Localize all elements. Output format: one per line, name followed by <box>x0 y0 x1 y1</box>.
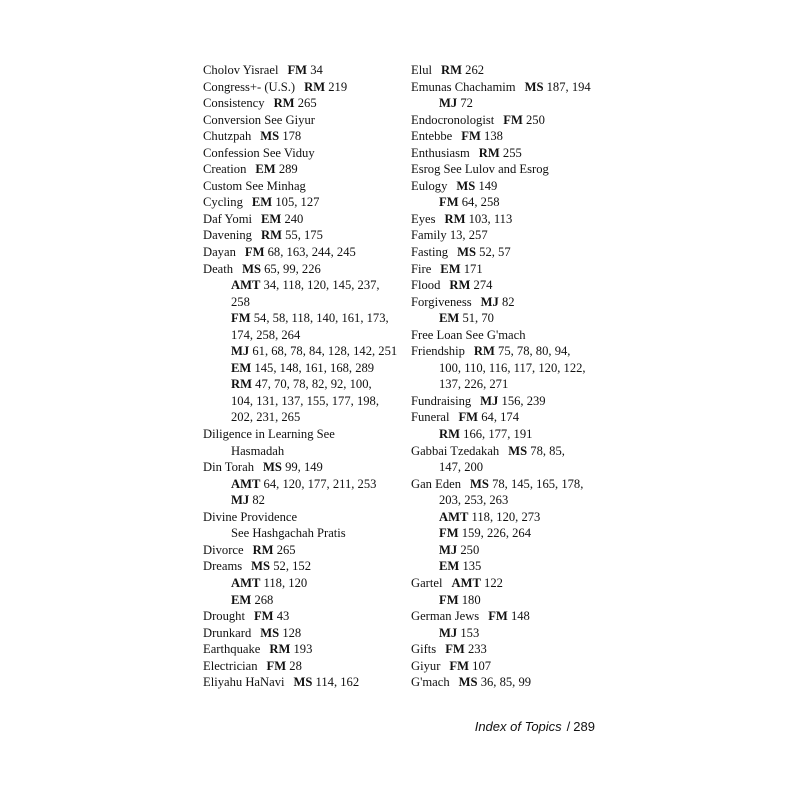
page-refs: 118, 120 <box>263 575 308 590</box>
index-entry <box>203 178 403 195</box>
index-entry <box>411 558 611 575</box>
index-term: Din Torah <box>203 460 255 475</box>
index-entry <box>411 211 611 228</box>
index-term: 203, 253, 263 <box>439 493 509 508</box>
index-entry <box>411 95 611 112</box>
page-refs: 122 <box>484 575 503 590</box>
index-entry <box>203 327 403 344</box>
index-term: Eulogy <box>411 178 448 193</box>
index-term: Hasmadah <box>231 443 285 458</box>
source-code: EM <box>255 162 276 177</box>
index-term: Flood <box>411 278 441 293</box>
index-term: Family 13, 257 <box>411 228 488 243</box>
page-refs: 107 <box>472 658 492 673</box>
page-refs: 82 <box>252 493 265 508</box>
index-term: Creation <box>203 162 247 177</box>
source-code: MJ <box>480 393 499 408</box>
page-refs: 51, 70 <box>462 311 494 326</box>
index-term: Electrician <box>203 658 258 673</box>
source-code: RM <box>304 79 326 94</box>
source-code: RM <box>273 96 295 111</box>
index-term: G'mach <box>411 675 450 690</box>
source-code: FM <box>287 63 308 77</box>
page-refs: 240 <box>284 211 304 226</box>
source-code: MS <box>293 675 313 690</box>
page-refs: 68, 163, 244, 245 <box>267 245 356 260</box>
index-entry <box>203 608 403 625</box>
index-entry <box>411 409 611 426</box>
index-term: German Jews <box>411 609 480 624</box>
page-refs: 75, 78, 80, 94, <box>498 344 571 359</box>
page-refs: 171 <box>463 261 483 276</box>
page-refs: 219 <box>328 79 348 94</box>
source-code: AMT <box>231 476 261 491</box>
page-refs: 52, 57 <box>479 245 511 260</box>
index-term: Gartel <box>411 575 443 590</box>
index-entry <box>203 79 403 96</box>
index-entry <box>203 558 403 575</box>
page-refs: 255 <box>502 145 522 160</box>
source-code: EM <box>439 311 460 326</box>
page-refs: 114, 162 <box>315 675 360 690</box>
page-refs: 28 <box>289 658 302 673</box>
index-entry <box>203 294 403 311</box>
index-entry <box>203 194 403 211</box>
index-term: 258 <box>231 294 250 309</box>
index-entry <box>411 476 611 493</box>
source-code: FM <box>488 609 508 624</box>
source-code: MS <box>251 559 271 574</box>
index-entry <box>411 145 611 162</box>
index-entry <box>411 178 611 195</box>
index-entry <box>411 360 611 377</box>
page-refs: 82 <box>501 294 515 309</box>
page-refs: 54, 58, 118, 140, 161, 173, <box>253 311 389 326</box>
source-code: MJ <box>231 344 250 359</box>
index-entry <box>411 608 611 625</box>
source-code: EM <box>231 360 252 375</box>
index-entry <box>203 145 403 162</box>
page-refs: 65, 99, 226 <box>264 261 321 276</box>
index-term: Dreams <box>203 559 243 574</box>
page-refs: 265 <box>297 96 317 111</box>
index-entry <box>203 476 403 493</box>
index-term: Forgiveness <box>411 294 472 309</box>
source-code: MS <box>524 79 544 94</box>
index-term: 137, 226, 271 <box>439 377 509 392</box>
source-code: FM <box>439 592 459 607</box>
page-refs: 187, 194 <box>546 79 591 94</box>
page-footer <box>475 719 595 734</box>
index-term: Eyes <box>411 211 436 226</box>
index-entry <box>411 393 611 410</box>
page-refs: 72 <box>460 96 473 111</box>
page-refs: 233 <box>467 642 487 657</box>
index-entry <box>411 244 611 261</box>
source-code: FM <box>253 609 274 624</box>
index-term: Chutzpah <box>203 129 252 144</box>
source-code: EM <box>251 195 273 210</box>
footer-separator: / <box>566 719 571 734</box>
source-code: MS <box>260 129 280 144</box>
index-entry <box>411 625 611 642</box>
index-entry <box>411 443 611 460</box>
page-refs: 149 <box>478 178 498 193</box>
source-code: AMT <box>439 509 469 524</box>
page-refs: 78, 85, <box>530 443 565 458</box>
index-entry <box>203 674 403 691</box>
index-entry <box>203 459 403 476</box>
index-entry <box>203 360 403 377</box>
source-code: MJ <box>439 625 458 640</box>
index-entry <box>411 62 611 79</box>
index-entry <box>203 310 403 327</box>
index-term: Earthquake <box>203 642 261 657</box>
source-code: RM <box>478 145 500 160</box>
page-refs: 159, 226, 264 <box>461 526 532 541</box>
index-term: Cycling <box>203 195 243 210</box>
index-term: Cholov Yisrael <box>203 63 279 77</box>
index-term: Giyur <box>411 658 441 673</box>
index-entry <box>411 277 611 294</box>
index-term: Fasting <box>411 245 449 260</box>
index-term: Dayan <box>203 245 236 260</box>
page-refs: 180 <box>461 592 481 607</box>
footer-title: Index of Topics <box>474 719 562 734</box>
page-refs: 61, 68, 78, 84, 128, 142, 251 <box>252 344 398 359</box>
page-refs: 138 <box>484 129 503 144</box>
index-entry <box>411 542 611 559</box>
index-term: Divine Providence <box>203 509 298 524</box>
index-term: Elul <box>411 63 432 77</box>
index-term: Fundraising <box>411 393 472 408</box>
index-term: 174, 258, 264 <box>231 327 301 342</box>
index-term: Death <box>203 261 234 276</box>
index-term: Esrog See Lulov and Esrog <box>411 162 549 177</box>
index-term: Funeral <box>411 410 450 425</box>
index-entry <box>411 227 611 244</box>
source-code: FM <box>231 311 251 326</box>
page-refs: 262 <box>465 63 485 77</box>
page-refs: 148 <box>510 609 530 624</box>
index-term: Diligence in Learning See <box>203 427 335 442</box>
index-entry <box>203 277 403 294</box>
page-refs: 265 <box>276 542 296 557</box>
index-entry <box>203 261 403 278</box>
page-refs: 118, 120, 273 <box>471 509 541 524</box>
index-term: Drunkard <box>203 625 252 640</box>
source-code: MJ <box>439 542 458 557</box>
index-entry <box>411 310 611 327</box>
source-code: EM <box>440 261 461 276</box>
index-entry <box>411 194 611 211</box>
source-code: MS <box>457 245 476 260</box>
page-refs: 289 <box>278 162 298 177</box>
page-refs: 128 <box>282 625 302 640</box>
index-term: Consistency <box>203 96 265 111</box>
index-term: Friendship <box>411 344 465 359</box>
page-refs: 34 <box>310 63 323 77</box>
index-entry <box>411 426 611 443</box>
source-code: FM <box>266 658 287 673</box>
index-term: Gan Eden <box>411 476 462 491</box>
page-refs: 193 <box>293 642 313 657</box>
index-entry <box>411 674 611 691</box>
source-code: AMT <box>231 278 261 293</box>
index-term: 202, 231, 265 <box>231 410 301 425</box>
source-code: RM <box>269 642 291 657</box>
index-term: Divorce <box>203 542 244 557</box>
index-entry <box>411 79 611 96</box>
index-entry <box>411 327 611 344</box>
index-term: Custom See Minhag <box>203 178 306 193</box>
source-code: FM <box>449 658 469 673</box>
index-entry <box>411 658 611 675</box>
index-entry <box>411 641 611 658</box>
page-refs: 64, 174 <box>481 410 520 425</box>
index-term: Daf Yomi <box>203 211 252 226</box>
source-code: MS <box>263 460 282 475</box>
page-refs: 78, 145, 165, 178, <box>492 476 584 491</box>
index-entry <box>203 509 403 526</box>
page-refs: 99, 149 <box>285 460 323 475</box>
index-term: Conversion See Giyur <box>203 112 315 127</box>
page-refs: 250 <box>460 542 480 557</box>
index-entry <box>203 426 403 443</box>
page-refs: 274 <box>473 278 493 293</box>
page-refs: 145, 148, 161, 168, 289 <box>254 360 375 375</box>
index-entry <box>203 625 403 642</box>
page-refs: 153 <box>460 625 480 640</box>
page-refs: 43 <box>276 609 290 624</box>
source-code: MS <box>470 476 489 491</box>
source-code: EM <box>231 592 252 607</box>
page-refs: 178 <box>282 129 302 144</box>
index-term: Drought <box>203 609 245 624</box>
index-entry <box>203 128 403 145</box>
source-code: RM <box>231 377 252 392</box>
page-refs: 166, 177, 191 <box>463 427 533 442</box>
source-code: FM <box>244 245 265 260</box>
index-entry <box>203 592 403 609</box>
index-entry <box>411 294 611 311</box>
source-code: FM <box>458 410 479 425</box>
index-entry <box>203 542 403 559</box>
page-refs: 55, 175 <box>285 228 323 243</box>
page-refs: 268 <box>254 592 274 607</box>
page-refs: 105, 127 <box>275 195 320 210</box>
index-term: Gabbai Tzedakah <box>411 443 500 458</box>
index-entry <box>203 575 403 592</box>
index-entry <box>203 227 403 244</box>
source-code: RM <box>260 228 282 243</box>
source-code: MS <box>458 675 478 690</box>
source-code: RM <box>439 427 460 442</box>
index-entry <box>203 62 403 79</box>
source-code: RM <box>473 344 495 359</box>
source-code: AMT <box>231 575 261 590</box>
index-entry <box>411 509 611 526</box>
index-term: Emunas Chachamim <box>411 79 516 94</box>
index-entry <box>203 161 403 178</box>
index-term: Eliyahu HaNavi <box>203 675 285 690</box>
index-entry <box>411 376 611 393</box>
index-term: Entebbe <box>411 129 453 144</box>
index-entry <box>411 575 611 592</box>
source-code: EM <box>439 559 460 574</box>
index-entry <box>411 161 611 178</box>
source-code: FM <box>439 195 459 210</box>
index-column-left <box>203 62 403 691</box>
index-entry <box>203 376 403 393</box>
index-entry <box>203 658 403 675</box>
index-term: Endocronologist <box>411 112 495 127</box>
index-term: Fire <box>411 261 432 276</box>
index-term: Free Loan See G'mach <box>411 327 526 342</box>
index-entry <box>203 112 403 129</box>
index-entry <box>203 409 403 426</box>
page-refs: 64, 120, 177, 211, 253 <box>263 476 377 491</box>
page-refs: 64, 258 <box>461 195 500 210</box>
index-term: 147, 200 <box>439 460 484 475</box>
page-refs: 36, 85, 99 <box>480 675 532 690</box>
source-code: MS <box>260 625 280 640</box>
source-code: MJ <box>231 493 250 508</box>
index-entry <box>411 128 611 145</box>
source-code: FM <box>445 642 465 657</box>
index-column-right <box>411 62 611 691</box>
index-entry <box>203 525 403 542</box>
page-refs: 103, 113 <box>468 211 513 226</box>
source-code: EM <box>261 211 282 226</box>
page-refs: 135 <box>462 559 482 574</box>
source-code: AMT <box>451 575 481 590</box>
page-refs: 250 <box>526 112 545 127</box>
source-code: RM <box>444 211 466 226</box>
index-term: 104, 131, 137, 155, 177, 198, <box>231 393 379 408</box>
index-entry <box>411 261 611 278</box>
index-entry <box>203 95 403 112</box>
page-refs: 52, 152 <box>273 559 311 574</box>
index-entry <box>203 343 403 360</box>
index-term: Congress+- (U.S.) <box>203 79 296 94</box>
index-entry <box>203 393 403 410</box>
index-entry <box>411 592 611 609</box>
source-code: FM <box>439 526 459 541</box>
index-term: Enthusiasm <box>411 145 470 160</box>
source-code: RM <box>252 542 274 557</box>
index-term: 100, 110, 116, 117, 120, 122, <box>439 360 586 375</box>
index-term: Confession See Viduy <box>203 145 315 160</box>
index-term: Gifts <box>411 642 437 657</box>
source-code: FM <box>461 129 481 144</box>
source-code: RM <box>441 63 462 77</box>
index-entry <box>411 492 611 509</box>
index-term: See Hashgachah Pratis <box>231 526 346 541</box>
index-entry <box>203 641 403 658</box>
source-code: MS <box>456 178 476 193</box>
page-number: 289 <box>573 719 595 734</box>
source-code: RM <box>449 278 471 293</box>
page-refs: 34, 118, 120, 145, 237, <box>263 278 380 293</box>
page-refs: 156, 239 <box>501 393 546 408</box>
index-entry <box>203 492 403 509</box>
index-entry <box>411 525 611 542</box>
source-code: MS <box>508 443 528 458</box>
source-code: MJ <box>439 96 458 111</box>
index-entry <box>411 343 611 360</box>
source-code: MJ <box>480 294 499 309</box>
index-entry <box>203 244 403 261</box>
source-code: MS <box>242 261 261 276</box>
index-term: Davening <box>203 228 252 243</box>
index-entry <box>411 112 611 129</box>
index-entry <box>411 459 611 476</box>
page-refs: 47, 70, 78, 82, 92, 100, <box>255 377 372 392</box>
index-entry <box>203 211 403 228</box>
index-entry <box>203 443 403 460</box>
source-code: FM <box>503 112 523 127</box>
